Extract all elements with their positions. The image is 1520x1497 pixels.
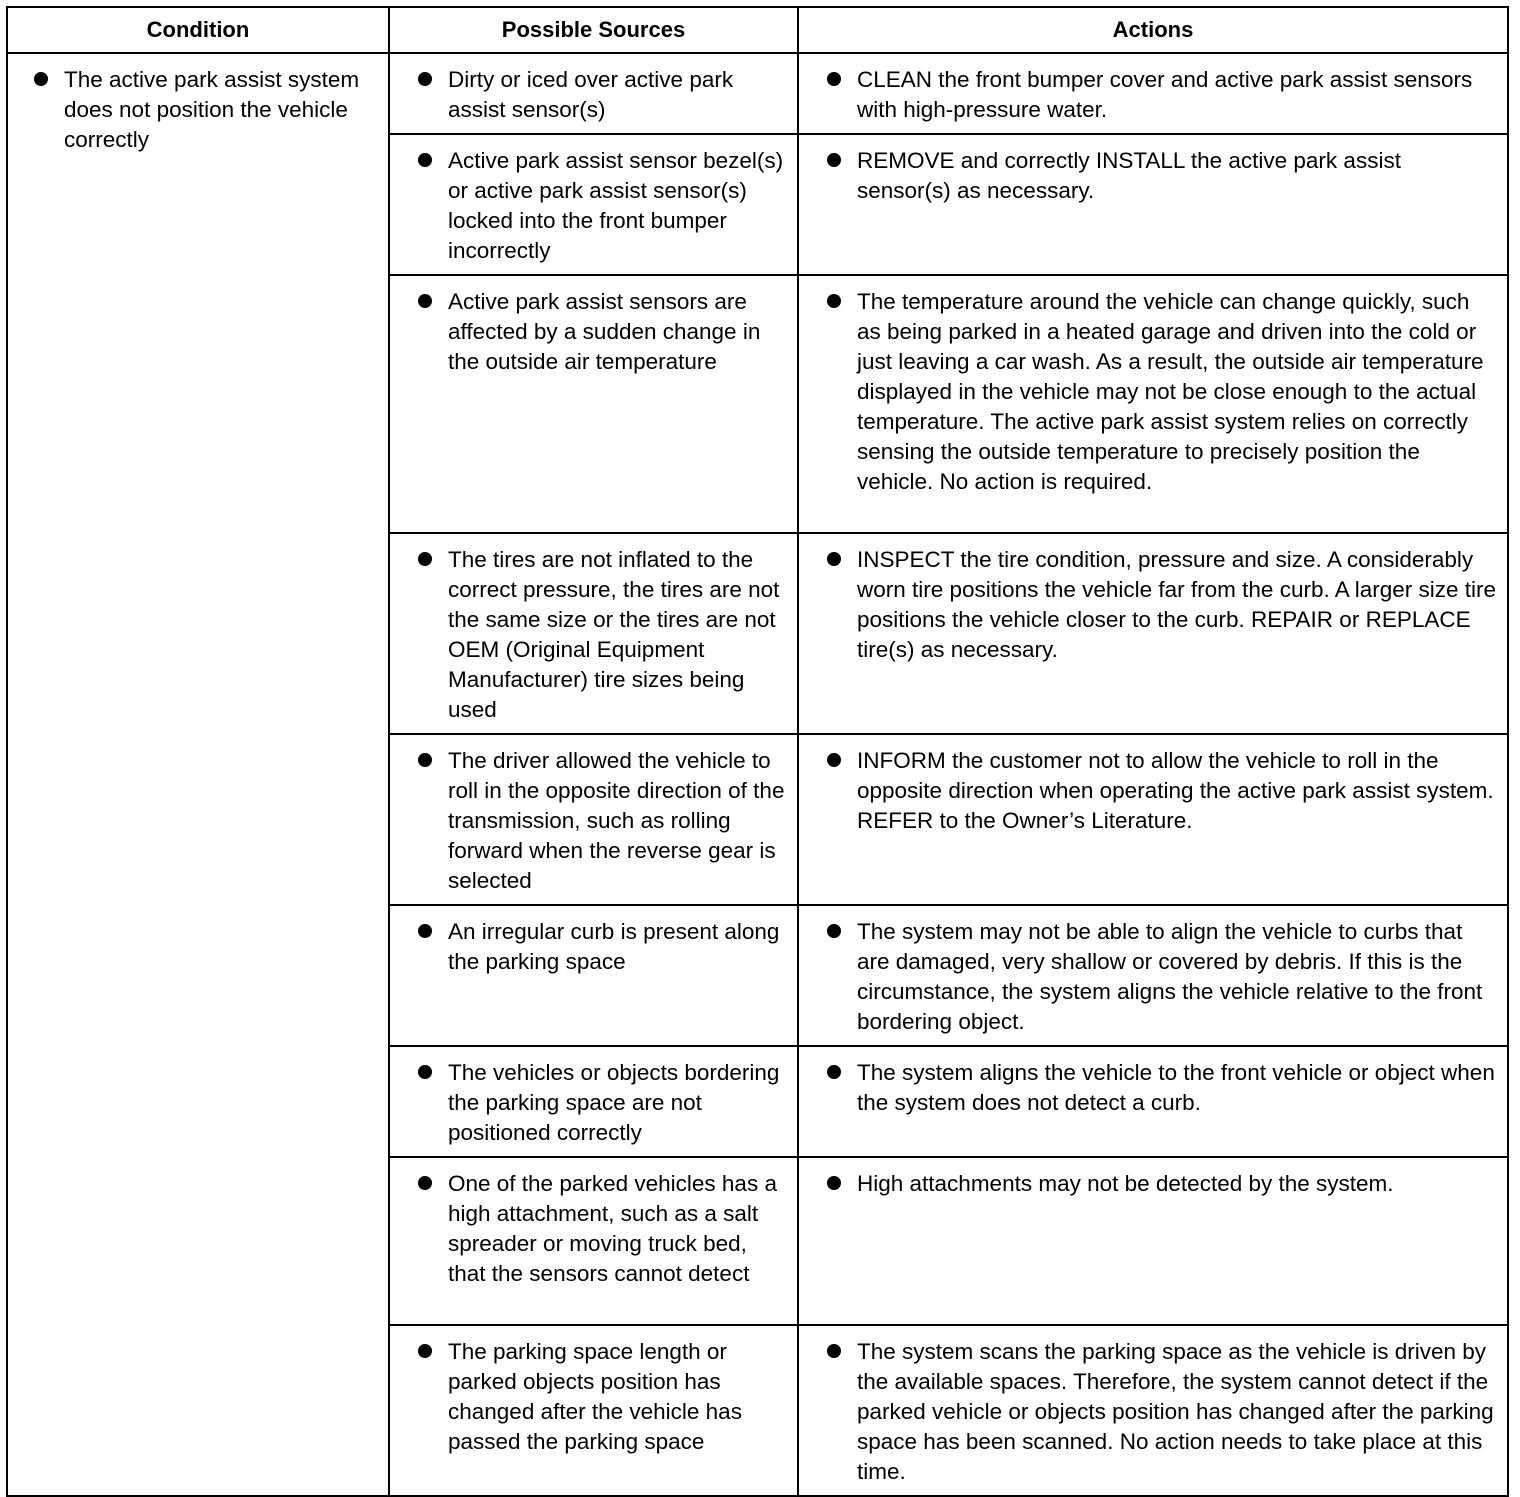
source-text: The tires are not inflated to the correct pressure, the tires are not the same size or the tires are not OEM (Original Equipment Manufacturer) tire sizes being used (448, 547, 780, 722)
condition-text: The active park assist system does not position the vehicle correctly (64, 67, 360, 152)
action-cell (798, 533, 1508, 734)
source-text: One of the parked vehicles has a high attachment, such as a salt spreader or moving truck bed, that the sensors cannot detect (448, 1171, 777, 1286)
table-row (7, 53, 1508, 134)
bullet-icon (418, 552, 432, 566)
bullet-icon (418, 153, 432, 167)
bullet-icon (418, 72, 432, 86)
action-text: The system scans the parking space as the vehicle is driven by the available spaces. Therefore, the system cannot detect if the parked vehicle or objects position has changed after the parking space has been scanned. No action needs to take place at this time. (857, 1339, 1494, 1484)
action-cell (798, 134, 1508, 275)
source-cell (389, 134, 798, 275)
bullet-icon (827, 1176, 841, 1190)
bullet-icon (827, 924, 841, 938)
source-text: Dirty or iced over active park assist sensor(s) (448, 67, 734, 122)
source-cell (389, 533, 798, 734)
header-possible-sources: Possible Sources (389, 7, 798, 53)
source-cell (389, 905, 798, 1046)
bullet-icon (827, 753, 841, 767)
action-text: The system aligns the vehicle to the front vehicle or object when the system does not detect a curb. (857, 1060, 1495, 1115)
source-cell (389, 734, 798, 905)
source-cell (389, 1157, 798, 1325)
source-text: The vehicles or objects bordering the parking space are not positioned correctly (448, 1060, 780, 1145)
action-text: REMOVE and correctly INSTALL the active park assist sensor(s) as necessary. (857, 148, 1401, 203)
action-text: INFORM the customer not to allow the vehicle to roll in the opposite direction when operating the active park assist system. REFER to the Owner’s Literature. (857, 748, 1494, 833)
bullet-icon (418, 294, 432, 308)
bullet-icon (418, 924, 432, 938)
bullet-icon (827, 1065, 841, 1079)
action-text: INSPECT the tire condition, pressure and size. A considerably worn tire positions the vehicle far from the curb. A larger size tire positions the vehicle closer to the curb. REPAIR or REPLACE tire(s) as necessary. (857, 547, 1497, 662)
diagnostic-table (6, 6, 1509, 1497)
source-text: The parking space length or parked objects position has changed after the vehicle has passed the parking space (448, 1339, 742, 1454)
action-cell (798, 275, 1508, 533)
action-cell (798, 734, 1508, 905)
condition-cell (7, 53, 389, 1496)
source-cell (389, 1325, 798, 1496)
bullet-icon (827, 294, 841, 308)
bullet-icon (418, 1176, 432, 1190)
action-cell (798, 1325, 1508, 1496)
header-actions: Actions (798, 7, 1508, 53)
bullet-icon (827, 1344, 841, 1358)
action-cell (798, 1157, 1508, 1325)
source-text: Active park assist sensors are affected by a sudden change in the outside air temperature (448, 289, 761, 374)
bullet-icon (418, 753, 432, 767)
action-text: CLEAN the front bumper cover and active park assist sensors with high-pressure water. (857, 67, 1473, 122)
bullet-icon (34, 72, 48, 86)
bullet-icon (827, 552, 841, 566)
source-text: The driver allowed the vehicle to roll in the opposite direction of the transmission, such as rolling forward when the reverse gear is selected (448, 748, 785, 893)
bullet-icon (827, 72, 841, 86)
source-text: Active park assist sensor bezel(s) or active park assist sensor(s) locked into the front bumper incorrectly (448, 148, 784, 263)
bullet-icon (418, 1344, 432, 1358)
action-text: The temperature around the vehicle can change quickly, such as being parked in a heated garage and driven into the cold or just leaving a car wash. As a result, the outside air temperature displayed in the vehicle may not be close enough to the actual temperature. The active park assist system relies on correctly sensing the outside temperature to precisely position the vehicle. No action is required. (857, 289, 1484, 494)
bullet-icon (418, 1065, 432, 1079)
source-cell (389, 53, 798, 134)
action-cell (798, 905, 1508, 1046)
source-text: An irregular curb is present along the parking space (448, 919, 780, 974)
header-condition: Condition (7, 7, 389, 53)
table-header-row (7, 7, 1508, 53)
source-cell (389, 1046, 798, 1157)
action-text: The system may not be able to align the vehicle to curbs that are damaged, very shallow or covered by debris. If this is the circumstance, the system aligns the vehicle relative to the front bordering object. (857, 919, 1483, 1034)
source-cell (389, 275, 798, 533)
action-cell (798, 53, 1508, 134)
action-text: High attachments may not be detected by the system. (857, 1171, 1394, 1196)
bullet-icon (827, 153, 841, 167)
action-cell (798, 1046, 1508, 1157)
